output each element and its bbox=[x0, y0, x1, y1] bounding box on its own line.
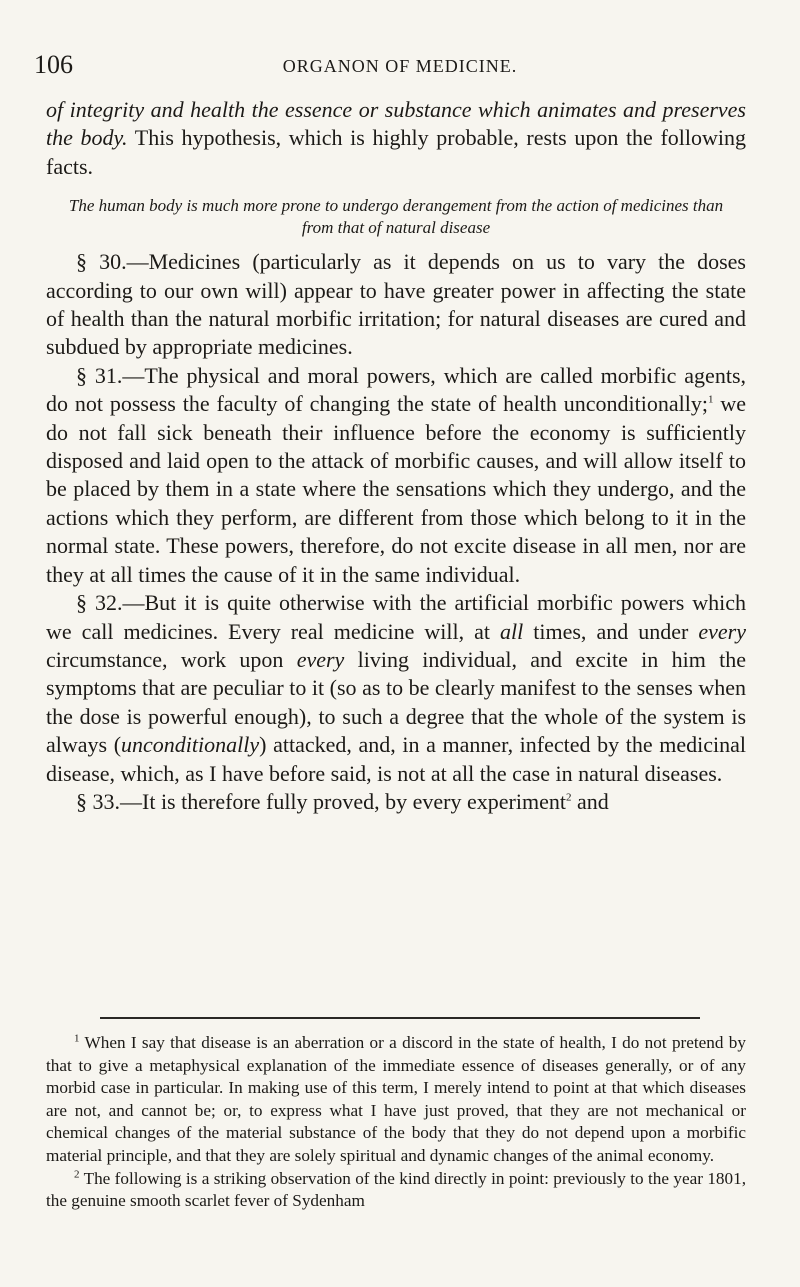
section-33-part-a: § 33.—It is therefore fully proved, by every experiment bbox=[76, 788, 566, 814]
footnote-ref-1: 1 bbox=[707, 393, 714, 406]
body-text bbox=[46, 96, 746, 816]
footnote-1-text: When I say that disease is an aberration or a discord in the state of health, I do not pretend by that to give a metaphysical explanation of the immediate essence of diseases generally, or of any morbid case in particular. In making use of this term, I merely intend to point at that which diseases are not, and cannot be; or, to express what I have just proved, that they are not mechanical or chemical changes of the material substance of the body that they do not depend upon a morbific material principle, and that they are solely spiritual and dynamic changes of the animal economy. bbox=[46, 1033, 746, 1165]
intro-rest: This hypothesis, which is highly probable, rests upon the following facts. bbox=[46, 125, 746, 179]
section-32-part-a: § 32.—But it is quite otherwise with the artificial morbific powers which we call medicines. Every real medicine will, at bbox=[46, 590, 746, 644]
footnote-1 bbox=[46, 1032, 746, 1168]
running-head: ORGANON OF MEDICINE. bbox=[282, 56, 518, 76]
section-31 bbox=[46, 362, 746, 589]
section-31-part-a: § 31.—The physical and moral powers, which are called morbific agents, do not possess the faculty of changing the state of health unconditionally; bbox=[46, 362, 746, 417]
section-32-part-d: living individual, and excite in him the symptoms that are peculiar to it (so as to be clearly manifest to the senses when the dose is powerful enough), to such a degree that the whole of the system is always ( bbox=[46, 646, 746, 758]
section-33-part-b: and bbox=[571, 788, 609, 814]
page-header bbox=[34, 50, 760, 80]
footnote-2 bbox=[46, 1168, 746, 1213]
section-32-part-e: ) attacked, and, in a manner, infected by the medicinal disease, which, as I have before said, is not at all the case in natural diseases. bbox=[46, 732, 746, 786]
footnote-divider bbox=[100, 1017, 700, 1019]
italic-all: all bbox=[500, 618, 524, 644]
footnote-1-number: 1 bbox=[74, 1032, 80, 1045]
section-32-part-c: circumstance, work upon bbox=[46, 646, 297, 672]
italic-every-2: every bbox=[296, 646, 345, 672]
italic-unconditionally: unconditionally bbox=[121, 732, 260, 758]
intro-italic: of integrity and health the essence or substance which animates and preserves the body. bbox=[46, 97, 746, 151]
section-32-part-b: times, and under bbox=[523, 618, 699, 644]
footnote-ref-2: 2 bbox=[565, 791, 572, 804]
section-30: § 30.—Medicines (particularly as it depends on us to vary the doses according to our own will) appear to have greater power in affecting the state of health than the natural morbific irritation; for natural diseases are cured and subdued by appropriate medicines. bbox=[46, 249, 746, 360]
page-number: 106 bbox=[34, 50, 73, 79]
side-heading: The human body is much more prone to undergo derangement from the action of medicines than from that of natural disease bbox=[68, 196, 724, 238]
italic-every-1: every bbox=[698, 618, 746, 644]
footnote-2-number: 2 bbox=[74, 1167, 80, 1180]
section-33 bbox=[46, 788, 746, 816]
footnotes bbox=[46, 1032, 746, 1213]
section-31-part-b: we do not fall sick beneath their influence before the economy is sufficiently disposed and laid open to the attack of morbific causes, and will allow itself to be placed by them in a state where the sensations which they undergo, and the actions which they perform, are different from those which belong to it in the normal state. These powers, therefore, do not excite disease in all men, nor are they at all times the cause of it in the same individual. bbox=[46, 391, 746, 587]
section-32 bbox=[46, 589, 746, 788]
intro-paragraph bbox=[46, 96, 746, 181]
footnote-2-text: The following is a striking observation of the kind directly in point: previously to the year 1801, the genuine smooth scarlet fever of Sydenham bbox=[46, 1168, 746, 1211]
